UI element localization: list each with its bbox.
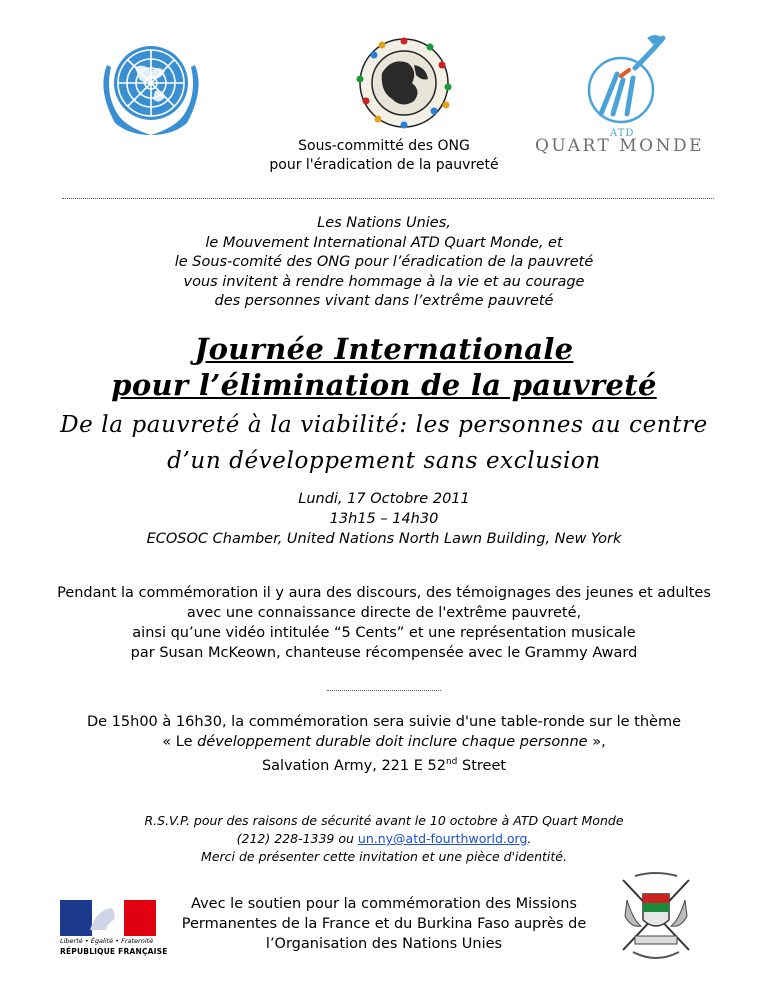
rsvp-after-email: . — [527, 831, 532, 846]
event-theme — [0, 407, 768, 479]
subcommittee-line-1: Sous-committé des ONG — [298, 138, 470, 154]
event-title-line-2: pour l’élimination de la pauvreté — [111, 368, 657, 402]
inviters-block — [0, 214, 768, 312]
roundtable-block — [0, 712, 768, 776]
rsvp-phone: (212) 228-1339 ou — [236, 831, 358, 846]
program-description — [0, 583, 768, 663]
event-time: 13h15 – 14h30 — [329, 511, 439, 527]
support-line: Avec le soutien pour la commémoration des Missions — [191, 896, 577, 912]
un-emblem — [95, 35, 207, 139]
theme-line-1: De la pauvreté à la viabilité: les personnes au centre — [60, 412, 708, 438]
atd-small-label: ATD — [610, 128, 635, 139]
quote-close: », — [587, 734, 606, 750]
france-motto: Liberté • Égalité • Fraternité — [60, 937, 154, 945]
rsvp-email-link[interactable]: un.ny@atd-fourthworld.org — [357, 831, 528, 846]
roundtable-theme — [0, 732, 768, 752]
burkina-faso-coat-of-arms — [613, 870, 699, 964]
event-place: ECOSOC Chamber, United Nations North Lawn Building, New York — [146, 531, 622, 547]
event-details — [0, 489, 768, 549]
inviter-line: le Mouvement International ATD Quart Monde, et — [205, 234, 563, 251]
venue-prefix: Salvation Army, 221 E 52 — [261, 757, 446, 774]
rsvp-line-3: Merci de présenter cette invitation et une pièce d'identité. — [201, 849, 567, 864]
roundtable-venue — [0, 752, 768, 776]
program-line: ainsi qu’une vidéo intitulée “5 Cents” et une représentation musicale — [132, 625, 636, 641]
inviter-line: des personnes vivant dans l’extrême pauvreté — [214, 293, 554, 309]
support-line: l’Organisation des Nations Unies — [265, 936, 503, 952]
program-line: par Susan McKeown, chanteuse récompensée avec le Grammy Award — [130, 645, 638, 661]
subcommittee-line-2: pour l'éradication de la pauvreté — [269, 157, 499, 173]
event-title-line-1: Journée Internationale — [194, 332, 574, 366]
france-name: RÉPUBLIQUE FRANÇAISE — [60, 947, 168, 956]
support-line: Permanentes de la France et du Burkina Faso auprès de — [181, 916, 587, 932]
inviter-line: vous invitent à rendre hommage à la vie et au courage — [183, 273, 585, 290]
venue-suffix: Street — [457, 757, 507, 774]
republique-francaise-logo — [60, 900, 168, 960]
subcommittee-heading — [0, 137, 768, 175]
rsvp-line-2 — [0, 830, 768, 848]
top-divider — [62, 198, 714, 199]
middle-divider — [327, 690, 441, 691]
program-line: Pendant la commémoration il y aura des discours, des témoignages des jeunes et adultes — [57, 585, 711, 601]
theme-line-2: d’un développement sans exclusion — [167, 448, 601, 474]
inviter-line: Les Nations Unies, — [317, 215, 451, 231]
rsvp-block — [0, 812, 768, 866]
roundtable-theme-text: développement durable doit inclure chaque personne — [197, 734, 588, 750]
venue-sup: nd — [445, 757, 458, 767]
event-date: Lundi, 17 Octobre 2011 — [298, 491, 470, 507]
roundtable-line-1: De 15h00 à 16h30, la commémoration sera suivie d'une table-ronde sur le thème — [86, 714, 682, 730]
ngo-subcommittee-globe — [352, 35, 456, 131]
inviter-line: le Sous-comité des ONG pour l’éradication de la pauvreté — [174, 254, 594, 270]
atd-name-label: QUART MONDE — [535, 136, 705, 156]
program-line: avec une connaissance directe de l'extrême pauvreté, — [186, 605, 582, 621]
rsvp-line-1: R.S.V.P. pour des raisons de sécurité avant le 10 octobre à ATD Quart Monde — [144, 813, 624, 828]
quote-open: « Le — [162, 734, 198, 750]
